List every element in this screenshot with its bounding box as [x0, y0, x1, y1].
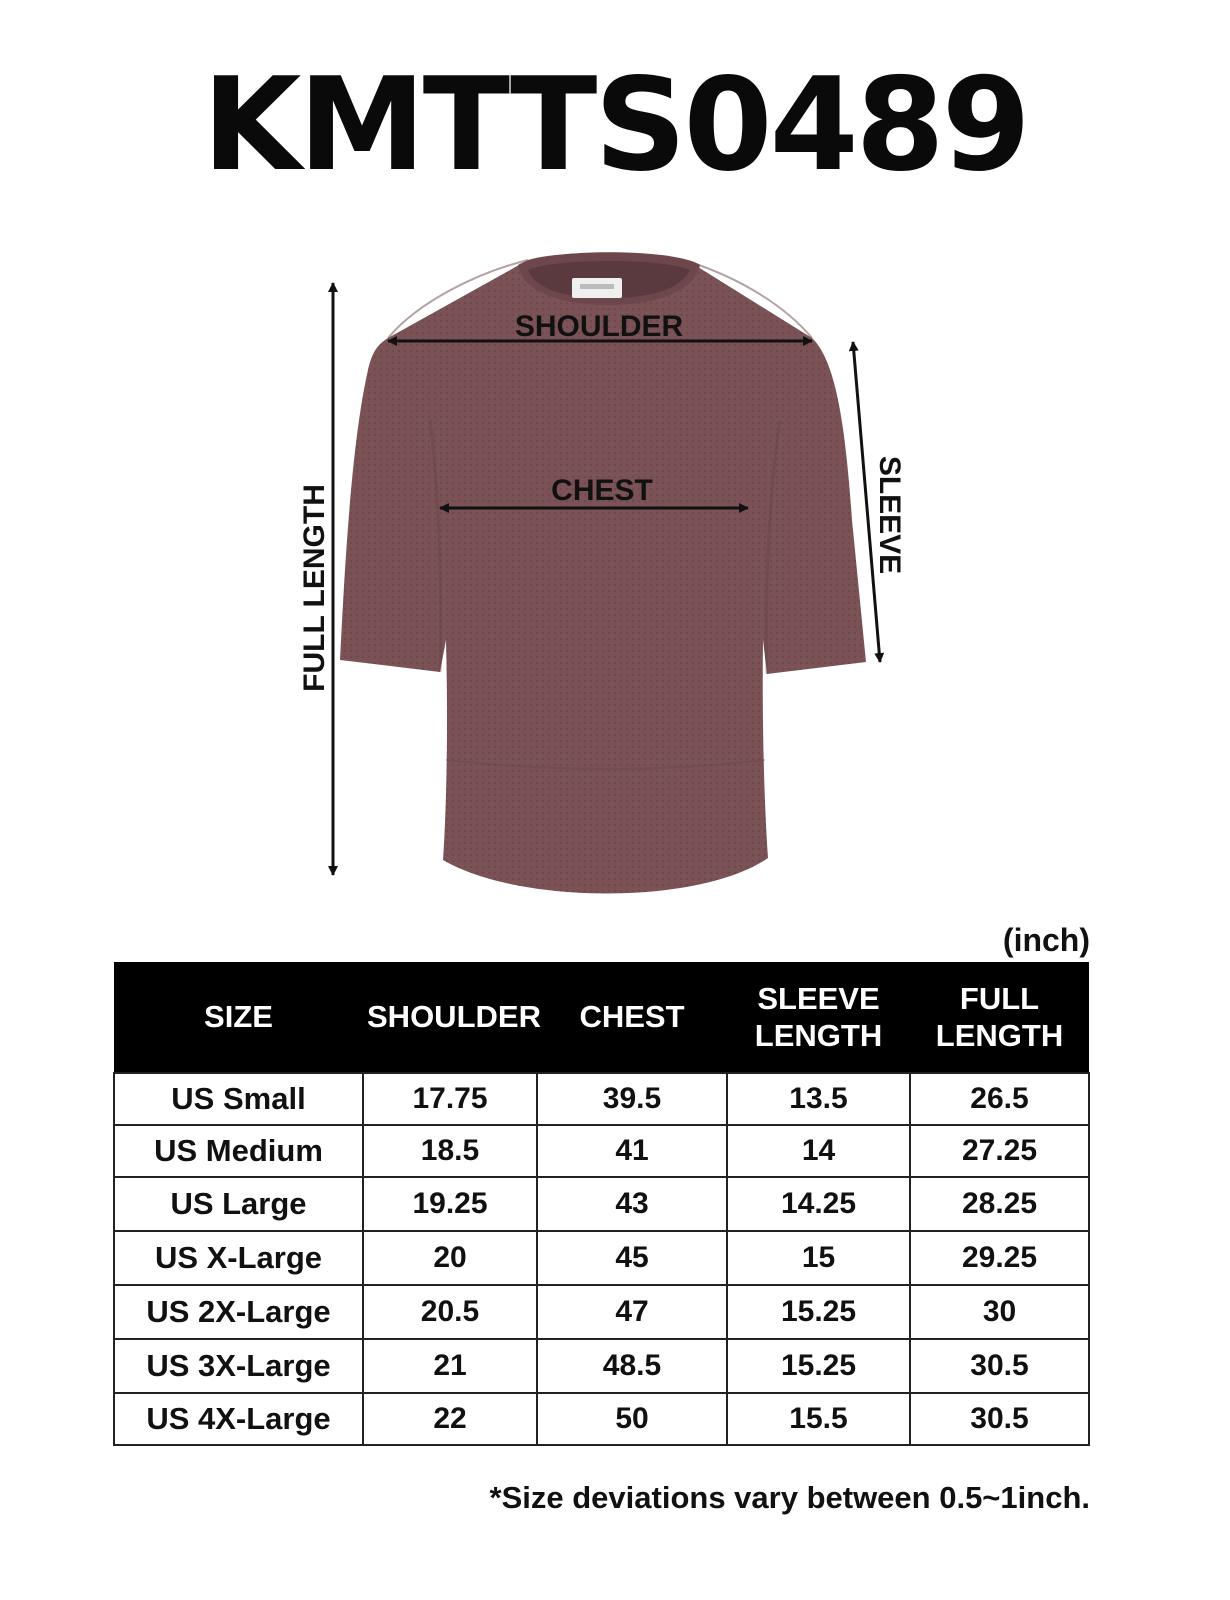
- header-sleeve-length: SLEEVE LENGTH: [727, 962, 910, 1073]
- measurement-cell: 28.25: [910, 1177, 1089, 1231]
- measurement-cell: 18.5: [363, 1125, 537, 1177]
- measurement-cell: 27.25: [910, 1125, 1089, 1177]
- measurement-cell: 14.25: [727, 1177, 910, 1231]
- size-cell: US X-Large: [114, 1231, 363, 1285]
- product-code-title: KMTTS0489: [202, 51, 1028, 200]
- measurement-cell: 43: [537, 1177, 727, 1231]
- size-cell: US Small: [114, 1073, 363, 1125]
- size-chart-table: [113, 962, 1090, 1446]
- measurement-cell: 20: [363, 1231, 537, 1285]
- header-chest: CHEST: [537, 962, 727, 1073]
- measurement-cell: 13.5: [727, 1073, 910, 1125]
- measurement-cell: 19.25: [363, 1177, 537, 1231]
- header-shoulder: SHOULDER: [363, 962, 537, 1073]
- measurement-cell: 30.5: [910, 1393, 1089, 1445]
- table-row: [114, 1285, 1089, 1339]
- size-cell: US 4X-Large: [114, 1393, 363, 1445]
- table-row: [114, 1231, 1089, 1285]
- measurement-cell: 47: [537, 1285, 727, 1339]
- measurement-cell: 22: [363, 1393, 537, 1445]
- measurement-cell: 17.75: [363, 1073, 537, 1125]
- measurement-cell: 14: [727, 1125, 910, 1177]
- header-size: SIZE: [114, 962, 363, 1073]
- measurement-cell: 48.5: [537, 1339, 727, 1393]
- measurement-cell: 29.25: [910, 1231, 1089, 1285]
- measurement-cell: 50: [537, 1393, 727, 1445]
- table-row: [114, 1393, 1089, 1445]
- measurement-cell: 15.5: [727, 1393, 910, 1445]
- shoulder-label: SHOULDER: [514, 310, 684, 343]
- measurement-cell: 20.5: [363, 1285, 537, 1339]
- table-row: [114, 1125, 1089, 1177]
- measurement-cell: 26.5: [910, 1073, 1089, 1125]
- chest-label: CHEST: [551, 474, 653, 507]
- measurement-cell: 30.5: [910, 1339, 1089, 1393]
- full-length-label: FULL LENGTH: [298, 484, 331, 692]
- sleeve-label: SLEEVE: [873, 455, 906, 575]
- size-cell: US 2X-Large: [114, 1285, 363, 1339]
- tshirt-illustration: [340, 252, 866, 893]
- measurement-cell: 45: [537, 1231, 727, 1285]
- table-row: [114, 1073, 1089, 1125]
- table-body: [114, 1073, 1089, 1445]
- size-cell: US Large: [114, 1177, 363, 1231]
- size-cell: US 3X-Large: [114, 1339, 363, 1393]
- table-row: [114, 1177, 1089, 1231]
- measurement-cell: 15.25: [727, 1285, 910, 1339]
- measurement-cell: 39.5: [537, 1073, 727, 1125]
- measurement-cell: 21: [363, 1339, 537, 1393]
- size-deviation-note: *Size deviations vary between 0.5~1inch.: [489, 1480, 1090, 1515]
- header-full-length: FULL LENGTH: [910, 962, 1089, 1073]
- table-row: [114, 1339, 1089, 1393]
- measurement-cell: 41: [537, 1125, 727, 1177]
- measurement-cell: 30: [910, 1285, 1089, 1339]
- measurement-cell: 15: [727, 1231, 910, 1285]
- measurement-cell: 15.25: [727, 1339, 910, 1393]
- table-header-row: [114, 962, 1089, 1073]
- unit-label: (inch): [1002, 922, 1090, 958]
- size-cell: US Medium: [114, 1125, 363, 1177]
